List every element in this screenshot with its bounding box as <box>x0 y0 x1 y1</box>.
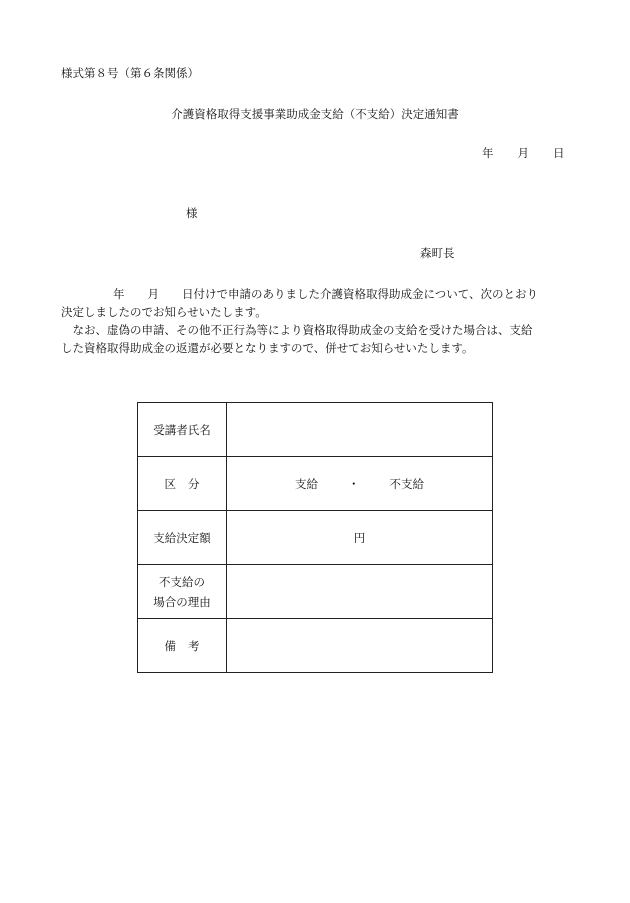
form-number: 様式第８号（第６条関係） <box>61 66 199 80</box>
category-label: 区分 <box>138 457 227 511</box>
reason-field[interactable] <box>227 565 493 619</box>
table-row-remarks <box>138 619 493 673</box>
paragraph-month-label: 月 <box>147 287 159 301</box>
category-options <box>227 457 493 511</box>
decision-table <box>137 402 493 673</box>
date-month-label: 月 <box>517 146 529 160</box>
amount-label: 支給決定額 <box>138 511 227 565</box>
category-option-no-grant[interactable]: 不支給 <box>389 476 424 491</box>
paragraph-refund-line-1: なお、虚偽の申請、その他不正行為等により資格取得助成金の支給を受けた場合は、支給 <box>61 323 533 337</box>
remarks-field[interactable] <box>227 619 493 673</box>
date-line <box>482 148 565 160</box>
category-option-grant[interactable]: 支給 <box>295 476 318 491</box>
table-row-amount <box>138 511 493 565</box>
trainee-name-field[interactable] <box>227 403 493 457</box>
reason-label: 不支給の 場合の理由 <box>138 565 227 619</box>
amount-unit: 円 <box>353 530 366 545</box>
paragraph-decision-line-2: 決定しましたのでお知らせいたします。 <box>61 305 267 319</box>
addressee-suffix: 様 <box>186 206 198 220</box>
amount-field[interactable] <box>227 511 493 565</box>
category-separator: ・ <box>348 476 360 491</box>
paragraph-decision-line-1 <box>61 285 573 303</box>
remarks-label: 備考 <box>138 619 227 673</box>
table-row-category <box>138 457 493 511</box>
trainee-name-label: 受講者氏名 <box>138 403 227 457</box>
paragraph-refund-line-2: した資格取得助成金の返還が必要となりますので、併せてお知らせいたします。 <box>61 341 474 355</box>
paragraph-year-label: 年 <box>113 287 125 301</box>
date-day-label: 日 <box>553 146 565 160</box>
paragraph-refund-notice <box>61 321 573 357</box>
date-year-label: 年 <box>482 146 494 160</box>
document-title: 介護資格取得支援事業助成金支給（不支給）決定通知書 <box>171 107 459 121</box>
paragraph-decision <box>61 285 573 321</box>
table-row-reason <box>138 565 493 619</box>
paragraph-decision-text: 日付けで申請のありました介護資格取得助成金について、次のとおり <box>182 287 539 301</box>
issuer-name: 森町長 <box>420 246 455 260</box>
table-row-trainee-name <box>138 403 493 457</box>
